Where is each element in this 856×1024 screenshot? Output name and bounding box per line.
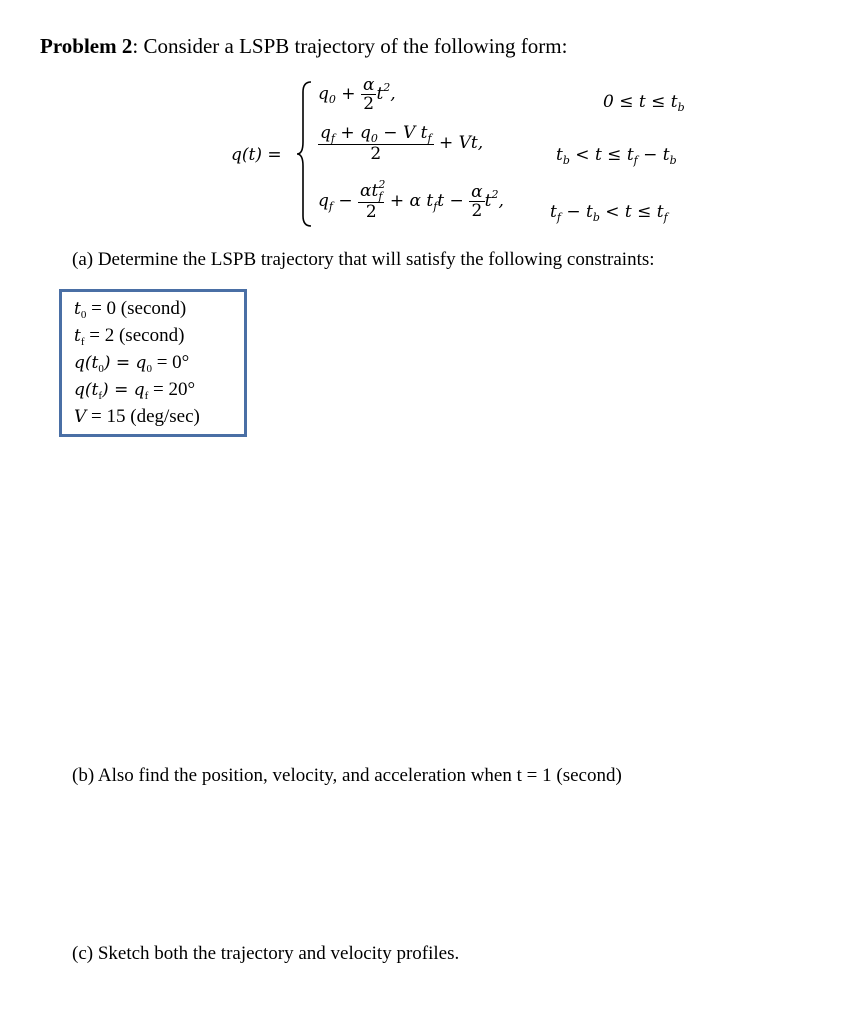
- problem-label: Problem 2: [40, 34, 133, 58]
- fraction: $\frac{q_f + q_0 - V t_f}{2}$: [320, 123, 432, 164]
- fraction: $\frac{\alpha}{2}$: [471, 182, 483, 221]
- part-b-text: (b) Also find the position, velocity, and acceleration when t = 1 (second): [72, 765, 622, 786]
- problem-heading: [40, 34, 567, 59]
- constraint-tf: $t_f = 2$ (second): [74, 325, 185, 348]
- equation-lhs: q(t) =: [231, 145, 282, 165]
- part-a-text: (a) Determine the LSPB trajectory that will satisfy the following constraints:: [72, 249, 655, 270]
- constraint-t0: $t_0 = 0$ (second): [74, 298, 187, 321]
- equation-row-3: $q_f$ − $\frac{\alpha t^2_f}{2}$ + α $t_ft$ − $\frac{\alpha}{2}$ $t^2$,: [318, 178, 504, 222]
- constraint-qf: $q(t_f) = q_f = 20^\circ$: [74, 379, 196, 402]
- condition-row-2: $t_b < t \le t_f - t_b$: [556, 145, 677, 167]
- constraints-box: [59, 289, 247, 437]
- fraction: $\frac{\alpha t^2_f}{2}$: [360, 178, 386, 222]
- equation-row-2: $\frac{q_f + q_0 - V t_f}{2}$ + Vt,: [320, 123, 484, 164]
- left-brace-icon: [295, 80, 315, 228]
- equation-row-1: $q_0$ + $\frac{\alpha}{2}$ $t^2$,: [318, 75, 396, 114]
- part-c-text: (c) Sketch both the trajectory and velocity profiles.: [72, 943, 460, 964]
- constraint-v: V = 15 (deg/sec): [74, 406, 200, 427]
- condition-row-1: $0 \le t \le t_b$: [603, 92, 685, 114]
- constraint-q0: $q(t_0) = q_0 = 0^\circ$: [74, 352, 190, 375]
- condition-row-3: $t_f - t_b < t \le t_f$: [550, 202, 668, 224]
- fraction: $\frac{\alpha}{2}$: [362, 75, 375, 114]
- problem-intro: : Consider a LSPB trajectory of the following form:: [132, 34, 568, 58]
